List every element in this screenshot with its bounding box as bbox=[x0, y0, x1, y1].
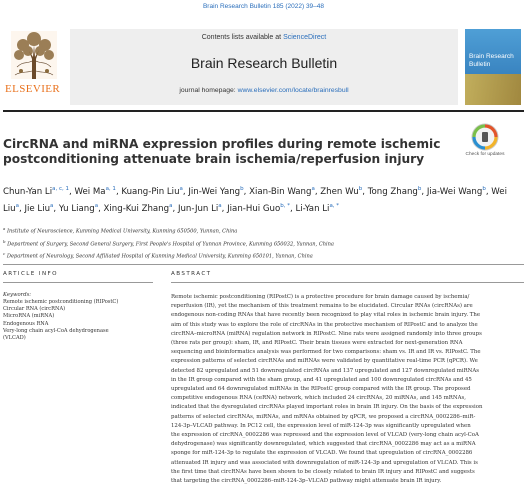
author-affiliation-marker[interactable]: a bbox=[15, 203, 19, 210]
author-affiliation-marker[interactable]: a bbox=[218, 203, 222, 210]
author-name[interactable]: Yu Liang bbox=[58, 204, 95, 215]
elsevier-tree-icon bbox=[11, 31, 57, 79]
elsevier-logo[interactable] bbox=[3, 31, 65, 99]
abstract-line: sequencing and bioinformatics analysis was performed for two comparisons: sham vs. IR and IR vs. RIPostC. The bbox=[171, 349, 481, 356]
author-name[interactable]: Jia-Wei Wang bbox=[426, 186, 483, 197]
author-name[interactable]: Li-Yan Li bbox=[295, 204, 330, 215]
affiliation-item bbox=[3, 249, 523, 262]
journal-cover[interactable] bbox=[465, 29, 521, 105]
journal-name[interactable]: Brain Research Bulletin bbox=[190, 55, 338, 71]
contents-prefix: Contents lists available at bbox=[201, 34, 284, 41]
author-affiliation-marker[interactable]: b, * bbox=[280, 203, 291, 210]
author-name[interactable]: Xian-Bin Wang bbox=[249, 186, 312, 197]
journal-citation[interactable]: Brain Research Bulletin 185 (2022) 39–48 bbox=[202, 3, 325, 10]
author-list: Chun-Yan Li$^{a, c, 1}$, Wei Ma$^{a, 1}$, Kuang-Pin Liu$^a$, Jin-Wei Yang$^b$, Xian-Bin Wang$^a$, Zhen Wu$^b$, Tong Zhang$^b$, Jia-Wei Wang$^b$, Wei Liu$^a$, Jie Liu$^a$, Yu Liang$^a$, Xing-Kui Zhang$^a$, Jun-Jun Li$^a$, Jian-Hui Guo$^{b, *}$, Li-Yan $Li^{a, *}$ bbox=[3, 186, 507, 215]
abstract-line: the first time that circRNAs have been shown to be closely related to brain IR injury and RIPostC and suggests bbox=[171, 468, 475, 475]
abstract-body bbox=[171, 293, 524, 486]
keywords-heading: Keywords: bbox=[3, 292, 32, 298]
abstract-line: the expression of circRNA_0002286 was repressed and the expression level of VLCAD (very-long chain acyl-CoA bbox=[171, 432, 479, 439]
keyword-item[interactable]: Endogenous RNA bbox=[3, 320, 49, 327]
article-info-heading: ARTICLE INFO bbox=[3, 271, 58, 277]
abstract-line: aim of this study was to explore the role of circRNAs in the protective mechanism of RIPostC and to analyze the bbox=[171, 321, 478, 328]
journal-banner bbox=[70, 29, 458, 105]
affiliation-item bbox=[3, 224, 523, 237]
abstract-line: detected 82 upregulated and 51 downregulated circRNAs and 137 upregulated and 127 downregulated miRNAs bbox=[171, 367, 479, 374]
keyword-item[interactable]: Circular RNA (circRNA) bbox=[3, 306, 66, 313]
author-affiliation-marker[interactable]: a bbox=[94, 203, 99, 210]
author-name[interactable]: Chun-Yan Li bbox=[3, 186, 53, 197]
author-affiliation-marker[interactable]: a, 1 bbox=[105, 186, 116, 192]
author-affiliation-marker[interactable]: b bbox=[482, 186, 486, 192]
author-affiliation-marker[interactable]: a bbox=[50, 203, 54, 210]
affiliation-list bbox=[3, 224, 523, 262]
publisher-name: ELSEVIER bbox=[5, 83, 61, 95]
affiliation-text: Institute of Neuroscience, Kunming Medical University, Kunming 650500, Yunnan, China bbox=[5, 228, 238, 235]
abstract-line: dehydrogenase) was significantly downregulated, which suggested that circRNA_0002286 may act as a miRNA bbox=[171, 441, 476, 448]
section-divider bbox=[3, 264, 524, 265]
abstract-line: patterns of selected circRNAs, miRNAs, and mRNAs obtained by qPCR, we proposed a circRNA_0002286–miR- bbox=[171, 413, 476, 420]
author-name[interactable]: Jie Liu bbox=[24, 204, 51, 215]
affiliation-marker: c bbox=[3, 251, 6, 257]
journal-header bbox=[0, 15, 527, 103]
check-for-updates-label[interactable]: Check for updates bbox=[465, 152, 505, 157]
homepage-link[interactable]: www.elsevier.com/locate/brainresbull bbox=[237, 87, 349, 94]
affiliation-marker: a bbox=[3, 226, 6, 231]
abstract-line: circRNA–microRNA (miRNA) regulation network in RIPostC. Nine rats were assigned randomly into three groups bbox=[171, 330, 482, 337]
author-name[interactable]: Jun-Jun Li bbox=[177, 204, 219, 215]
author-name[interactable]: Tong Zhang bbox=[367, 186, 418, 197]
article-title: CircRNA and miRNA expression profiles during remote ischemic postconditioning attenuate brain ischemia/reperfusion injury bbox=[3, 137, 441, 166]
header-divider bbox=[3, 110, 524, 112]
abstract-line: endogenous non-coding RNAs that have recently been recognized to play vital roles in ischemic brain injury. The bbox=[171, 312, 481, 319]
abstract-line: competitive endogenous RNA (ceRNA) network, which included 24 circRNAs, 20 miRNAs, and 145 mRNAs, bbox=[171, 395, 466, 402]
author-affiliation-marker[interactable]: b bbox=[417, 186, 422, 192]
abstract-line: in the IR group compared with the sham group, and 41 upregulated and 100 downregulated circRNAs and 45 bbox=[171, 376, 472, 383]
cover-image-band bbox=[465, 74, 521, 105]
author-affiliation-marker[interactable]: b bbox=[240, 186, 244, 192]
keyword-item[interactable]: MicroRNA (miRNA) bbox=[3, 313, 55, 320]
contents-line bbox=[70, 34, 458, 41]
author-name[interactable]: Xing-Kui Zhang bbox=[103, 204, 170, 215]
abstract-heading: ABSTRACT bbox=[171, 271, 212, 277]
affiliation-item bbox=[3, 237, 523, 250]
author-name[interactable]: Wei Liu bbox=[3, 186, 507, 215]
homepage-prefix: journal homepage: bbox=[179, 87, 238, 94]
abstract-line: indicated that the dysregulated circRNAs played important roles in brain IR injury. On the basis of the expression bbox=[171, 404, 483, 411]
check-for-updates-icon[interactable] bbox=[470, 122, 500, 152]
abstract-line: sponge for miR-124-3p to regulate the expression of VLCAD. We found that upregulation of circRNA_0002286 bbox=[171, 450, 473, 457]
abstract-divider bbox=[171, 282, 524, 283]
author-name[interactable]: Zhen Wu bbox=[320, 186, 359, 197]
article-info-divider bbox=[3, 282, 153, 283]
affiliation-text: Department of Neurology, Second Affiliated Hospital of Kunming Medical University, Kunming 650101, Yunnan, China bbox=[5, 254, 313, 261]
author-name[interactable]: Wei Ma bbox=[74, 186, 106, 197]
author-affiliation-marker[interactable]: a bbox=[179, 186, 183, 192]
author-name[interactable]: Jin-Wei Yang bbox=[188, 186, 241, 197]
journal-homepage bbox=[70, 87, 458, 94]
keyword-item[interactable]: Remote ischemic postconditioning (RIPostC) bbox=[3, 299, 119, 305]
abstract-line: (three rats per group): sham, IR, and RIPostC. Their brain tissues were extracted for next-generation RNA bbox=[171, 340, 463, 347]
abstract-line: Remote ischemic postconditioning (RIPostC) is a protective procedure for brain damage caused by ischemia/ bbox=[171, 294, 470, 300]
keyword-item[interactable]: (VLCAD) bbox=[3, 335, 26, 342]
abstract-line: expression patterns of selected circRNAs and miRNAs were validated by quantitative real-time PCR (qPCR). We bbox=[171, 358, 478, 365]
keyword-list bbox=[3, 299, 153, 342]
author-name[interactable]: Jian-Hui Guo bbox=[227, 204, 281, 215]
sciencedirect-link[interactable]: ScienceDirect bbox=[283, 34, 327, 41]
abstract-line: that targeting the circRNA_0002286–miR-124-3p–VLCAD pathway might attenuate brain IR injury. bbox=[171, 478, 442, 485]
author-affiliation-marker[interactable]: b bbox=[358, 186, 363, 192]
abstract-line: reperfusion (IR), yet the mechanism of this treatment remains to be elucidated. Circular RNAs (circRNAs) are bbox=[171, 303, 473, 310]
author-affiliation-marker[interactable]: a bbox=[169, 203, 173, 210]
keyword-item[interactable]: Very-long chain acyl-CoA dehydrogenase bbox=[3, 327, 109, 334]
abstract-line: upregulated and 64 downregulated miRNAs in the RIPostC group compared with the IR group. The proposed bbox=[171, 386, 471, 393]
cover-title: Brain Research Bulletin bbox=[469, 53, 514, 68]
abstract-line: 124-3p–VLCAD pathway. In PC12 cell, the expression level of miR-124-3p was significantly upregulated when bbox=[171, 422, 471, 429]
author-name[interactable]: Kuang-Pin Liu bbox=[121, 186, 180, 197]
author-affiliation-marker[interactable]: a, * bbox=[329, 203, 340, 210]
abstract-line: attenuated IR injury and was associated with downregulation of miR-124-3p and upregulation of VLCAD. This is bbox=[171, 459, 478, 466]
author-affiliation-marker[interactable]: a bbox=[311, 186, 315, 192]
affiliation-marker: b bbox=[3, 238, 6, 244]
author-affiliation-marker[interactable]: a, c, 1 bbox=[52, 186, 69, 192]
affiliation-text: Department of Surgery, Second General Surgery, First People's Hospital of Yunnan Province, Kunming 650032, Yunnan, China bbox=[5, 241, 334, 248]
